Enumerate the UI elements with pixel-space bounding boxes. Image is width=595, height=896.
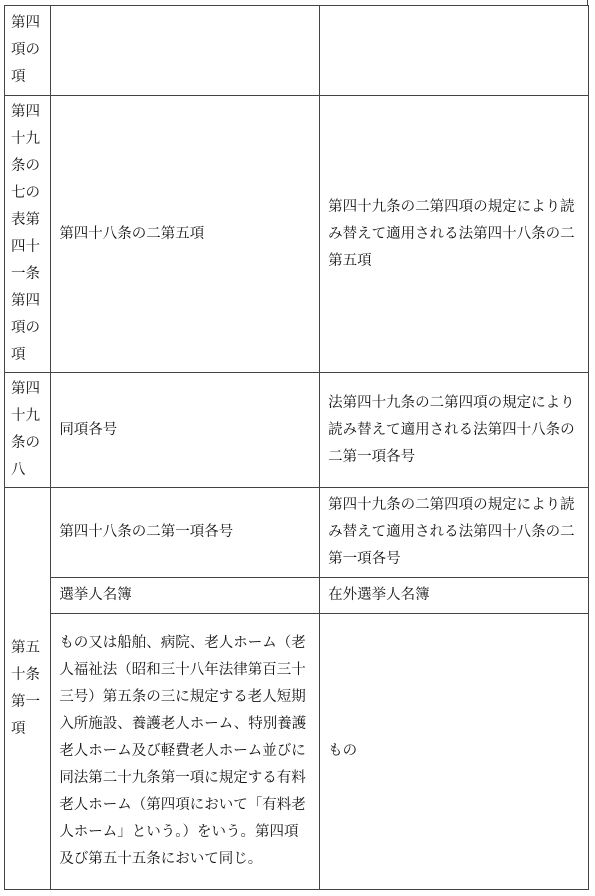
replacement-text-cell: 法第四十九条の二第四項の規定により読み替えて適用される法第四十八条の二第一項各号: [320, 373, 589, 488]
original-text-cell: もの又は船舶、病院、老人ホーム（老人福祉法（昭和三十八年法律第百三十三号）第五条の三に規定する老人短期入所施設、養護老人ホーム、特別養護老人ホーム及び軽費老人ホーム並びに同法第二十九条第一項に規定する有料老人ホーム（第四項において「有料老人ホーム」という。）をいう。第四項及び第五十五条において同じ。: [51, 614, 320, 890]
original-text-cell: [51, 6, 320, 96]
replacement-text-cell: もの: [320, 614, 589, 890]
table-row: [5, 6, 589, 96]
original-text-cell: 第四十八条の二第一項各号: [51, 488, 320, 578]
original-text-cell: 選挙人名簿: [51, 578, 320, 614]
replacement-text-cell: [320, 6, 589, 96]
table-row: [5, 96, 589, 373]
table-row: [5, 488, 589, 578]
provision-cell: 第四十九条の七の表第四十一条第四項の項: [5, 96, 51, 373]
table-row: [5, 578, 589, 614]
replacement-text-cell: 在外選挙人名簿: [320, 578, 589, 614]
replacement-text-cell: 第四十九条の二第四項の規定により読み替えて適用される法第四十八条の二第五項: [320, 96, 589, 373]
provision-table: [4, 5, 589, 890]
provision-cell: 第四十九条の八: [5, 373, 51, 488]
original-text-cell: 同項各号: [51, 373, 320, 488]
replacement-text-cell: 第四十九条の二第四項の規定により読み替えて適用される法第四十八条の二第一項各号: [320, 488, 589, 578]
table-row: [5, 614, 589, 890]
provision-cell: 第四項の項: [5, 6, 51, 96]
provision-cell: 第五十条第一項: [5, 488, 51, 890]
table-row: [5, 373, 589, 488]
original-text-cell: 第四十八条の二第五項: [51, 96, 320, 373]
